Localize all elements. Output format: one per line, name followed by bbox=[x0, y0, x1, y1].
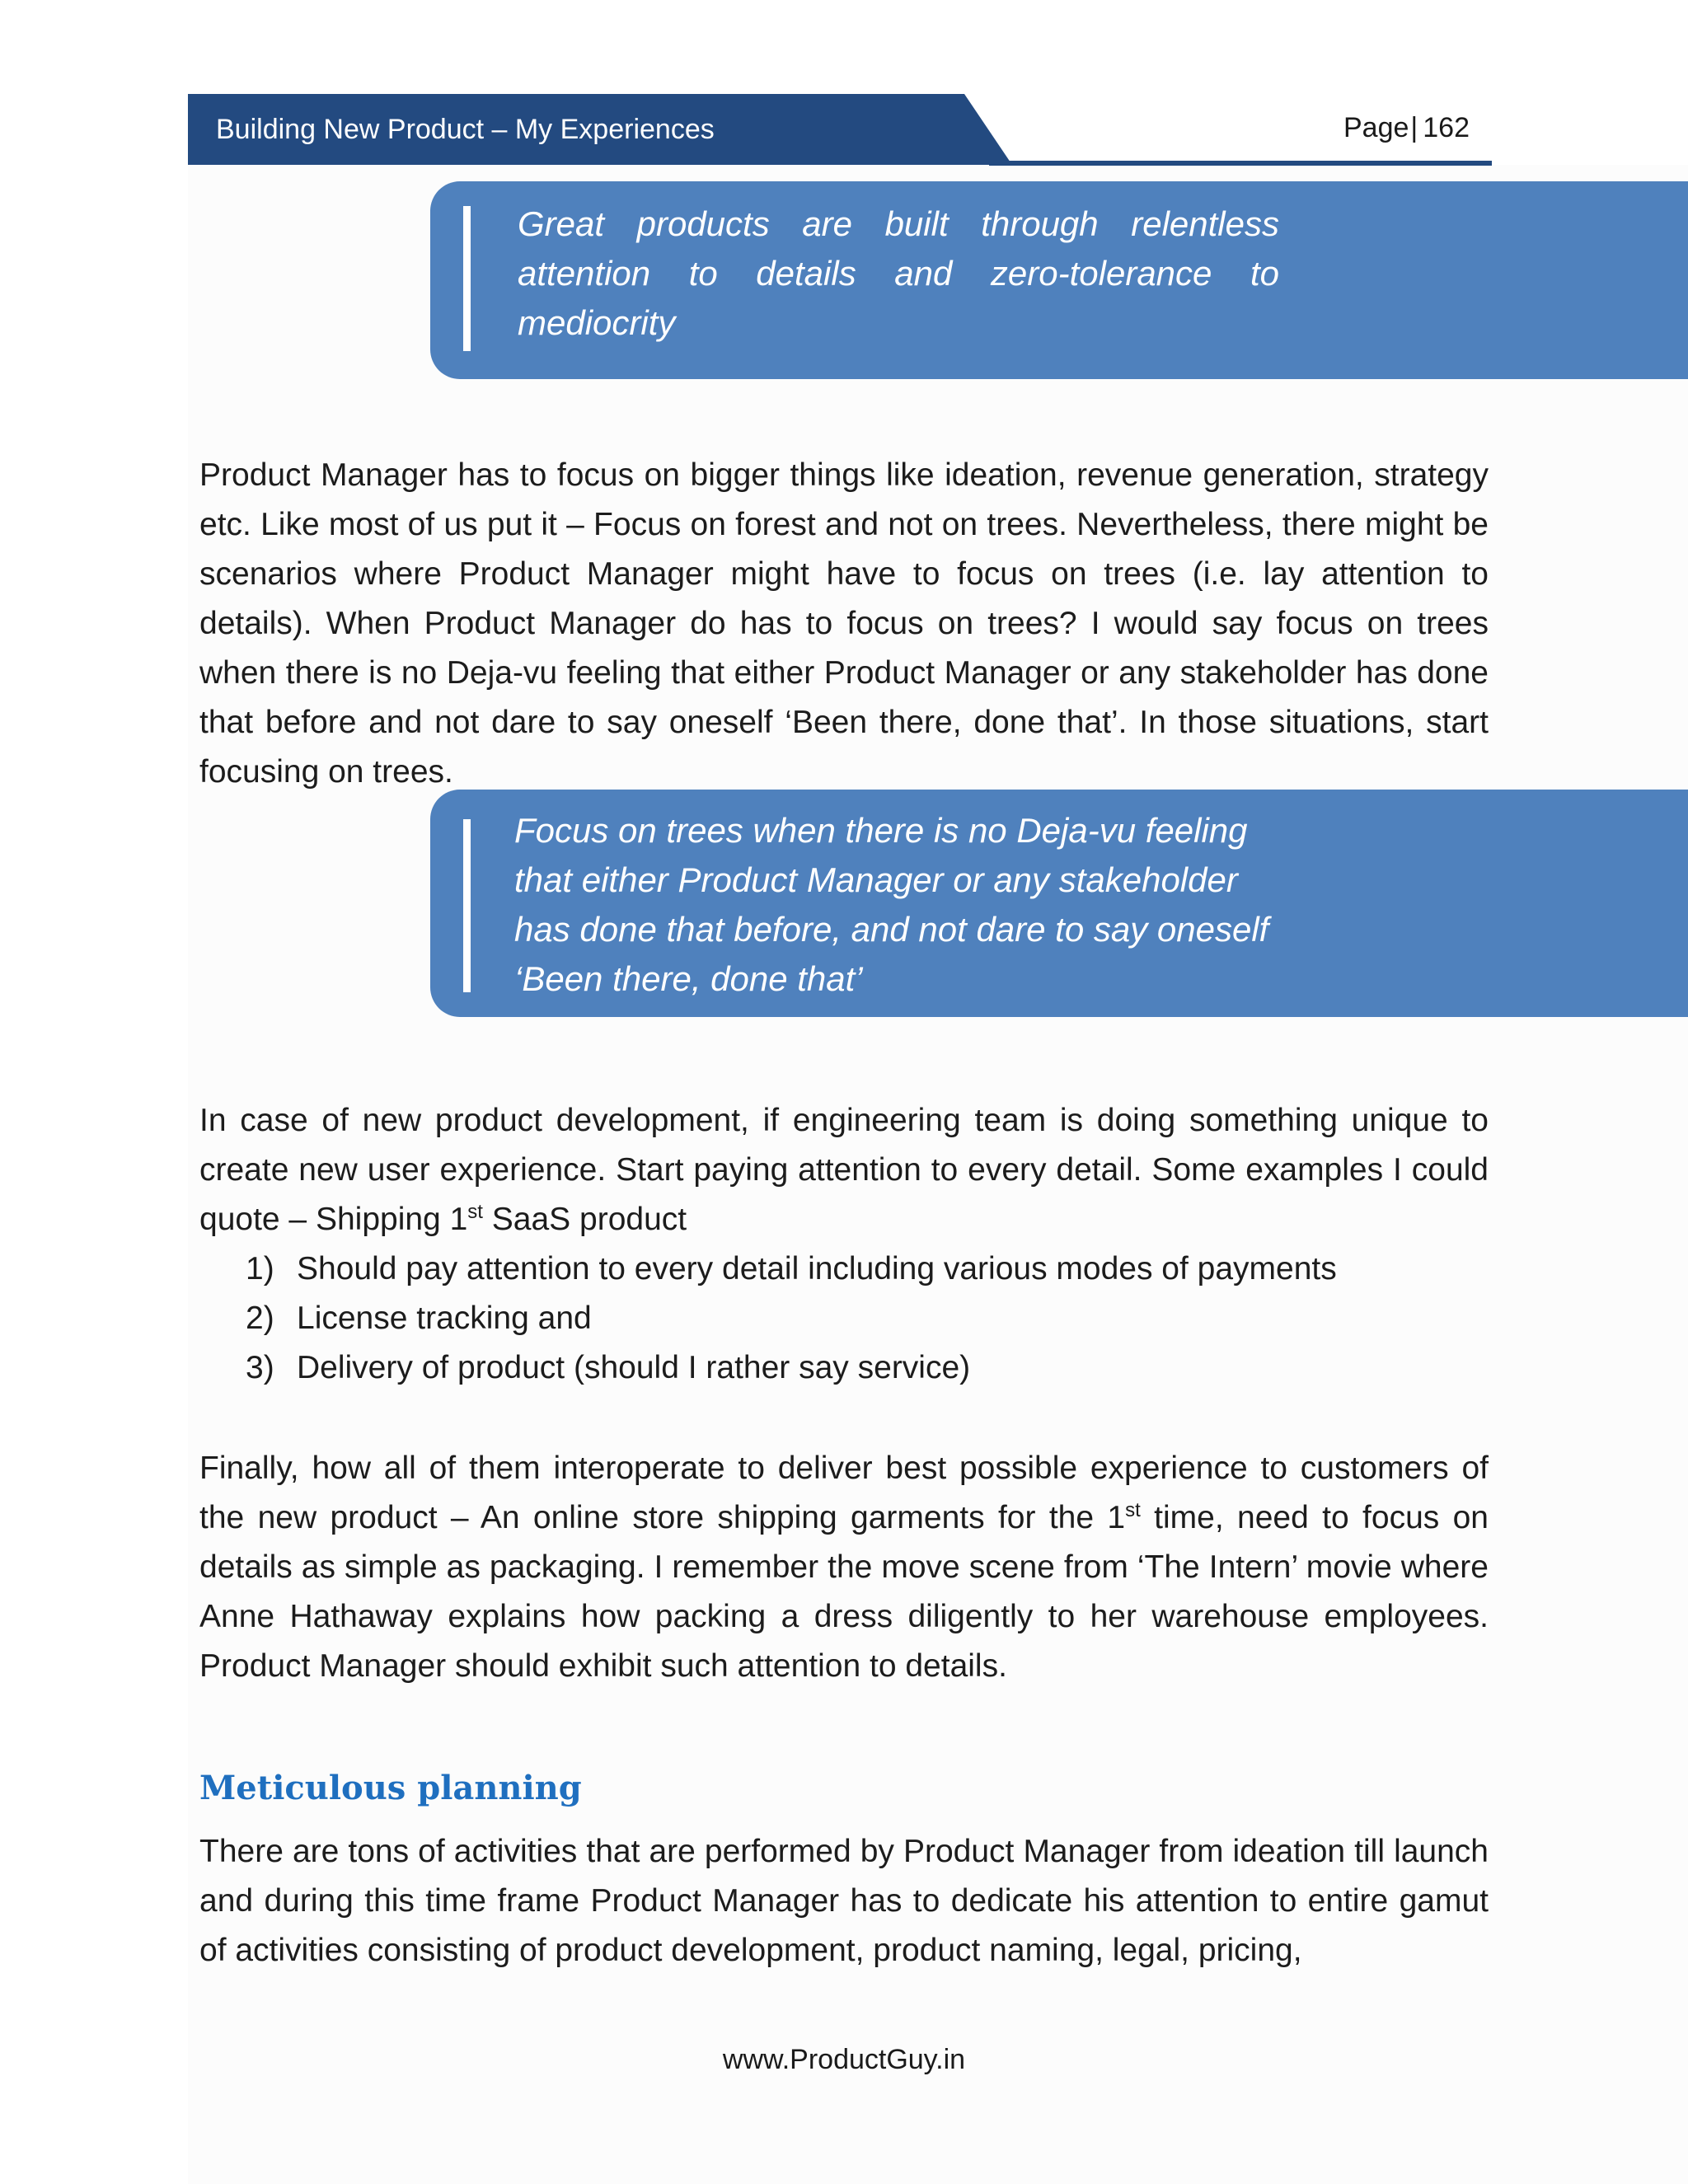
page-number: 162 bbox=[1423, 112, 1470, 143]
list-item-text: Should pay attention to every detail including various modes of payments bbox=[297, 1251, 1337, 1286]
list-item-number: 3) bbox=[246, 1350, 274, 1385]
list-item bbox=[246, 1343, 1337, 1393]
section-heading: Meticulous planning bbox=[199, 1769, 582, 1807]
pull-quote-bar bbox=[463, 819, 471, 992]
numbered-list bbox=[246, 1244, 1337, 1393]
body-paragraph bbox=[199, 1444, 1489, 1691]
body-paragraph: There are tons of activities that are performed by Product Manager from ideation till launch and during this time frame Product Manager has to dedicate his attention to entire gamut of activities consisting of product development, product naming, legal, pricing, bbox=[199, 1834, 1489, 1968]
list-item bbox=[246, 1244, 1337, 1294]
running-header-title: Building New Product – My Experiences bbox=[216, 114, 715, 145]
superscript: st bbox=[1125, 1499, 1141, 1521]
pull-quote-text: Focus on trees when there is no Deja-vu feeling that either Product Manager or any stakeholder has done that before, and not dare to say oneself ‘Been there, done that’ bbox=[514, 811, 1269, 998]
body-text: time, need to focus on details as simple as packaging. I remember the move scene from ‘The Intern’ movie where Anne Hathaway explains how packing a dress diligently to her warehouse employees. Product Manager should exhibit such attention to details. bbox=[199, 1500, 1489, 1684]
body-text: Finally, how all of them interoperate to deliver best possible experience to customers of the new product – An online store shipping garments for the 1 bbox=[199, 1451, 1489, 1535]
page-number-label bbox=[1343, 112, 1470, 144]
list-item-text: Delivery of product (should I rather say service) bbox=[297, 1350, 971, 1385]
body-paragraph bbox=[199, 1096, 1489, 1244]
body-paragraph: Product Manager has to focus on bigger things like ideation, revenue generation, strategy etc. Like most of us put it – Focus on forest and not on trees. Nevertheless, there might be scenarios where Product Manager might have to focus on trees (i.e. lay attention to details). When Product Manager do has to focus on trees? I would say focus on trees when there is no Deja-vu feeling that either Product Manager or any stakeholder has done that before and not dare to say oneself ‘Been there, done that’. In those situations, start focusing on trees. bbox=[199, 457, 1489, 790]
body-text: SaaS product bbox=[482, 1202, 687, 1237]
page-separator: | bbox=[1410, 112, 1418, 143]
pull-quote-text: Great products are built through relentless attention to details and zero-tolerance to mediocrity bbox=[518, 204, 1279, 342]
superscript: st bbox=[467, 1201, 483, 1223]
list-item bbox=[246, 1294, 1337, 1343]
body-text: In case of new product development, if engineering team is doing something unique to create new user experience. Start paying attention to every detail. Some examples I could quote – Shipping 1 bbox=[199, 1103, 1489, 1237]
list-item-text: License tracking and bbox=[297, 1301, 592, 1336]
footer-url: www.ProductGuy.in bbox=[722, 2044, 966, 2075]
list-item-number: 1) bbox=[246, 1251, 274, 1286]
pull-quote-bar bbox=[463, 206, 471, 351]
pull-quote-box bbox=[430, 790, 1688, 1017]
page-label: Page bbox=[1343, 112, 1409, 143]
header-rule bbox=[989, 161, 1492, 166]
list-item-number: 2) bbox=[246, 1301, 274, 1336]
pull-quote-box bbox=[430, 181, 1688, 379]
